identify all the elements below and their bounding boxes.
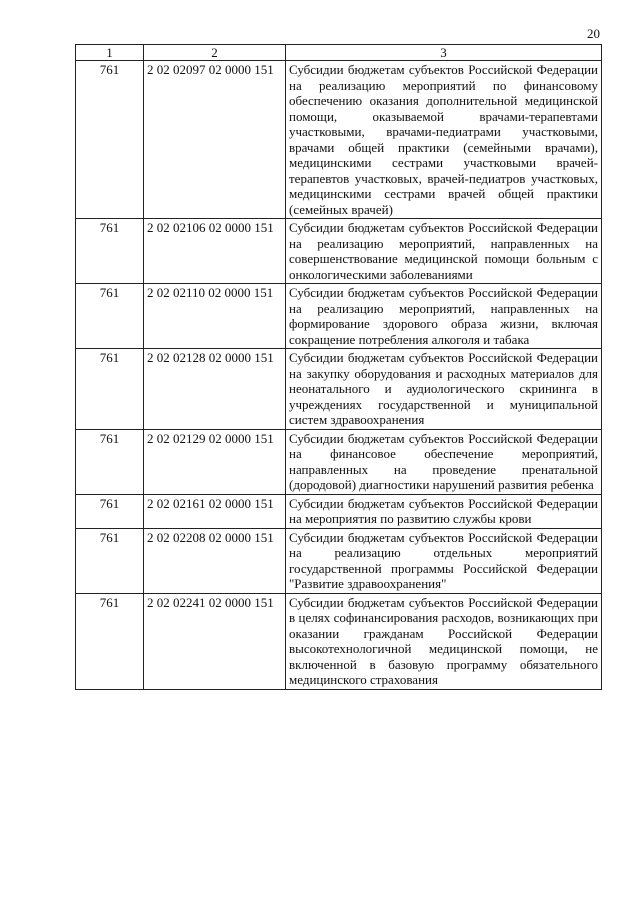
revenue-description-cell: Субсидии бюджетам субъектов Российской Федерации на закупку оборудования и расходных материалов для неонатального и аудиологического скрининга в учреждениях государственной и муниципальной систем здравоохранения [286, 349, 602, 430]
budget-classification-code-cell: 2 02 02129 02 0000 151 [144, 429, 286, 494]
administrator-code-cell: 761 [76, 593, 144, 689]
column-header-2: 2 [144, 45, 286, 61]
revenue-description-cell: Субсидии бюджетам субъектов Российской Федерации на мероприятия по развитию службы крови [286, 494, 602, 528]
budget-classification-code-cell: 2 02 02161 02 0000 151 [144, 494, 286, 528]
table-row [76, 219, 602, 284]
budget-classification-code-cell: 2 02 02110 02 0000 151 [144, 284, 286, 349]
budget-classification-code-cell: 2 02 02097 02 0000 151 [144, 61, 286, 219]
administrator-code-cell: 761 [76, 284, 144, 349]
table-row [76, 349, 602, 430]
column-header-3: 3 [286, 45, 602, 61]
table-row [76, 528, 602, 593]
revenue-description-cell: Субсидии бюджетам субъектов Российской Федерации на реализацию мероприятий по финансовому обеспечению оказания дополнительной медицинской помощи, оказываемой врачами-терапевтами участковыми, врачами-педиатрами участковыми, врачами общей практики (семейными врачами), медицинскими сестрами участковыми врачей-терапевтов участковых, врачей-педиатров участковых, медицинскими сестрами врачей общей практики (семейных врачей) [286, 61, 602, 219]
budget-classification-code-cell: 2 02 02106 02 0000 151 [144, 219, 286, 284]
administrator-code-cell: 761 [76, 429, 144, 494]
table-header-row [76, 45, 602, 61]
column-header-1: 1 [76, 45, 144, 61]
administrator-code-cell: 761 [76, 494, 144, 528]
revenue-description-cell: Субсидии бюджетам субъектов Российской Федерации на реализацию мероприятий, направленных на совершенствование медицинской помощи больным с онкологическими заболеваниями [286, 219, 602, 284]
budget-classification-code-cell: 2 02 02208 02 0000 151 [144, 528, 286, 593]
administrator-code-cell: 761 [76, 528, 144, 593]
page-number: 20 [587, 26, 600, 41]
revenue-description-cell: Субсидии бюджетам субъектов Российской Федерации в целях софинансирования расходов, возникающих при оказании гражданам Российской Федерации высокотехнологичной медицинской помощи, не включенной в базовую программу обязательного медицинского страхования [286, 593, 602, 689]
revenue-description-cell: Субсидии бюджетам субъектов Российской Федерации на реализацию отдельных мероприятий государственной программы Российской Федерации "Развитие здравоохранения" [286, 528, 602, 593]
table-row [76, 284, 602, 349]
budget-codes-table [75, 44, 602, 690]
table-row [76, 61, 602, 219]
table-row [76, 429, 602, 494]
administrator-code-cell: 761 [76, 219, 144, 284]
revenue-description-cell: Субсидии бюджетам субъектов Российской Федерации на финансовое обеспечение мероприятий, направленных на проведение пренатальной (дородовой) диагностики нарушений развития ребенка [286, 429, 602, 494]
administrator-code-cell: 761 [76, 61, 144, 219]
budget-classification-code-cell: 2 02 02241 02 0000 151 [144, 593, 286, 689]
revenue-description-cell: Субсидии бюджетам субъектов Российской Федерации на реализацию мероприятий, направленных на формирование здорового образа жизни, включая сокращение потребления алкоголя и табака [286, 284, 602, 349]
table-row [76, 494, 602, 528]
administrator-code-cell: 761 [76, 349, 144, 430]
budget-classification-code-cell: 2 02 02128 02 0000 151 [144, 349, 286, 430]
table-row [76, 593, 602, 689]
